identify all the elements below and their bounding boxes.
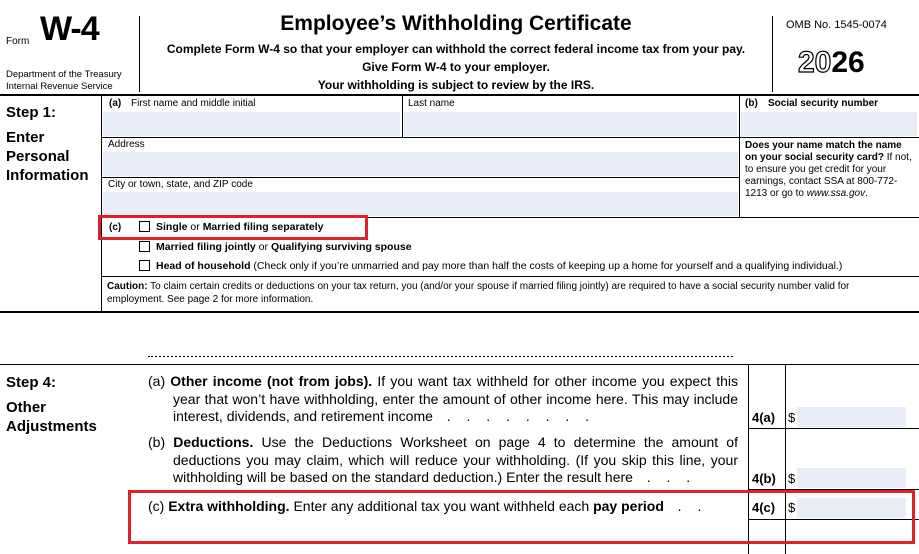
line-4a-input[interactable] bbox=[797, 407, 906, 427]
clipped-row-remnant bbox=[148, 356, 733, 361]
tax-year bbox=[798, 46, 865, 80]
line-4c-currency: $ bbox=[788, 500, 796, 515]
ssn-label: Social security number bbox=[768, 98, 879, 109]
omb-number: OMB No. 1545-0074 bbox=[786, 19, 887, 31]
item-c-text-bold: pay period bbox=[593, 498, 664, 514]
header-instruction-1: Complete Form W-4 so that your employer can withhold the correct federal income tax from your pay. bbox=[166, 42, 746, 56]
city-label: City or town, state, and ZIP code bbox=[108, 179, 253, 190]
item-b: (b) Deductions. Use the Deductions Worksheet on page 4 to determine the amount of deductions you may claim, which will reduce your withholding. (If you skip this line, your withholding will be based on the standard deduction.) Enter the result here . . . bbox=[148, 434, 738, 485]
line-4b-label: 4(b) bbox=[752, 471, 776, 486]
option-qss-label: Qualifying surviving spouse bbox=[270, 241, 412, 253]
line-4b-input[interactable] bbox=[797, 468, 906, 488]
option-single-label: Single bbox=[156, 221, 188, 233]
option-mfs-label: Married filing separately bbox=[202, 221, 324, 233]
item-c: (c) Extra withholding. Enter any additional tax you want withheld each pay period . . bbox=[148, 498, 708, 514]
item-a-tag: (a) bbox=[148, 373, 166, 389]
option-hoh-label: Head of household bbox=[156, 260, 251, 272]
item-a-text: If you want tax withheld for other income you expect this year that won’t have withholding, enter the amount of other income here. This may include interest, dividends, and retirement income bbox=[173, 373, 739, 424]
a-tag: (a) bbox=[109, 98, 122, 109]
agency: Internal Revenue Service bbox=[6, 81, 113, 92]
item-c-tag: (c) bbox=[148, 498, 165, 514]
item-c-text: Enter any additional tax you want withheld each bbox=[293, 498, 590, 514]
step4-subtitle-2: Adjustments bbox=[6, 418, 97, 435]
last-name-label: Last name bbox=[408, 98, 455, 109]
filing-option-hoh bbox=[156, 260, 842, 272]
filing-option-joint bbox=[156, 241, 412, 253]
highlight-extra-withholding bbox=[128, 490, 915, 544]
head-of-household-checkbox[interactable] bbox=[139, 260, 150, 271]
caution-text: To claim certain credits or deductions on your tax return, you (and/or your spouse if married filing jointly) are required to have a social security number valid for employment. See page 2 for more information. bbox=[107, 281, 850, 305]
department: Department of the Treasury bbox=[6, 69, 122, 80]
option-or: or bbox=[255, 241, 271, 253]
form-name: W-4 bbox=[40, 10, 99, 48]
item-b-text: Use the Deductions Worksheet on page 4 to determine the amount of deductions you may claim, which will reduce your withholding. (If you skip this line, your withholding will be based on the standard deduction.) Enter the result here bbox=[173, 434, 738, 485]
item-b-heading: Deductions. bbox=[173, 434, 254, 450]
city-input[interactable] bbox=[103, 192, 738, 216]
year-outline: 20 bbox=[798, 46, 832, 79]
ssa-website: www.ssa.gov bbox=[806, 188, 866, 199]
ssn-note-bold: Does your name match the name on your social security card? bbox=[745, 140, 902, 163]
header-instruction-2: Give Form W-4 to your employer. bbox=[362, 60, 550, 74]
ssn-note-rest: If not, to ensure you get credit for your earnings, contact SSA at 800-772-1213 or go to bbox=[745, 152, 912, 199]
caution-label: Caution: bbox=[107, 281, 148, 292]
option-or: or bbox=[187, 221, 203, 233]
b-tag: (b) bbox=[745, 98, 758, 109]
step1-title: Step 1: bbox=[6, 104, 57, 121]
page-title: Employee’s Withholding Certificate bbox=[280, 12, 632, 35]
address-label: Address bbox=[108, 139, 145, 150]
highlight-single-option bbox=[98, 215, 368, 240]
option-mfj-label: Married filing jointly bbox=[156, 241, 256, 253]
first-name-label: First name and middle initial bbox=[131, 98, 256, 109]
first-name-input[interactable] bbox=[103, 112, 400, 136]
line-4c-label: 4(c) bbox=[752, 500, 776, 515]
option-hoh-note: (Check only if you’re unmarried and pay more than half the costs of keeping up a home for yourself and a qualifying individual.) bbox=[250, 260, 843, 272]
form-prefix: Form bbox=[6, 36, 30, 47]
caution-note bbox=[107, 280, 907, 306]
item-a: (a) Other income (not from jobs). If you want tax withheld for other income you expect this year that won’t have withholding, enter the amount of other income here. This may include interest, dividends, and retirement income . . . . . . . . bbox=[148, 373, 739, 424]
step1-subtitle-3: Information bbox=[6, 167, 89, 184]
step4-title: Step 4: bbox=[6, 374, 57, 391]
line-4b-currency: $ bbox=[788, 471, 796, 486]
step4-subtitle-1: Other bbox=[6, 399, 47, 416]
line-4a-label: 4(a) bbox=[752, 410, 776, 425]
ssn-note: Does your name match the name on your social security card? If not, to ensure you get credit for your earnings, contact SSA at 800-772-1213 or go to www.ssa.gov. bbox=[745, 140, 912, 199]
address-input[interactable] bbox=[103, 152, 738, 176]
item-b-tag: (b) bbox=[148, 434, 166, 450]
c-tag: (c) bbox=[109, 222, 122, 233]
ssn-input[interactable] bbox=[741, 112, 917, 136]
step1-subtitle-1: Enter bbox=[6, 129, 45, 146]
line-4a-currency: $ bbox=[788, 410, 796, 425]
married-jointly-checkbox[interactable] bbox=[139, 241, 150, 252]
header-instruction-3: Your withholding is subject to review by the IRS. bbox=[317, 78, 595, 92]
item-a-heading: Other income (not from jobs). bbox=[170, 373, 373, 389]
last-name-input[interactable] bbox=[404, 112, 737, 136]
step1-subtitle-2: Personal bbox=[6, 148, 70, 165]
item-c-heading: Extra withholding. bbox=[168, 498, 290, 514]
year-bold: 26 bbox=[831, 46, 865, 79]
